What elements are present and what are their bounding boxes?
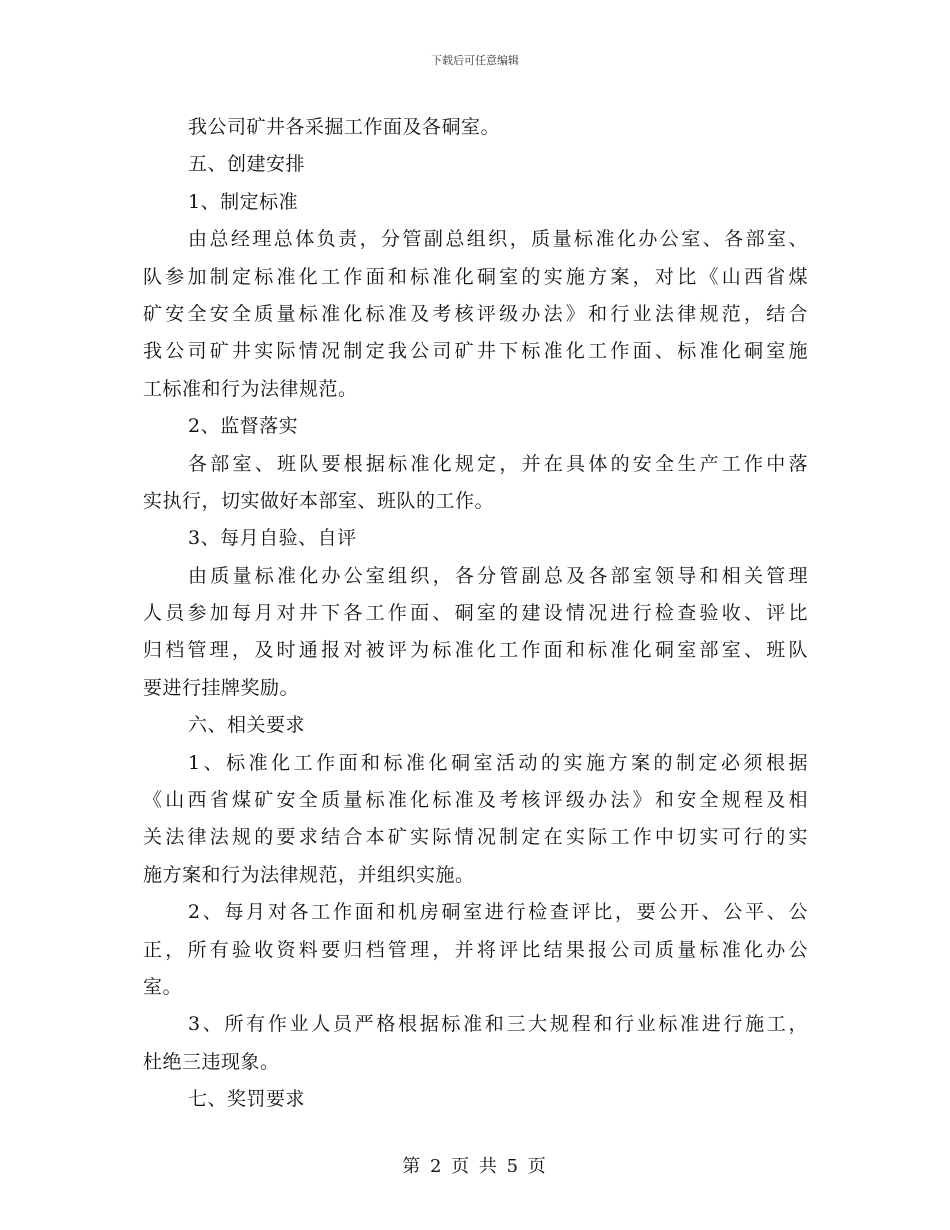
text-line: 1、标准化工作面和标准化硐室活动的实施方案的制定必须根据 bbox=[188, 751, 808, 774]
text-line: 《山西省煤矿安全质量标准化标准及考核评级办法》和安全规程及相 bbox=[143, 789, 808, 812]
text-line: 五、创建安排 bbox=[188, 153, 306, 176]
text-line: 正，所有验收资料要归档管理，并将评比结果报公司质量标准化办公 bbox=[143, 938, 808, 961]
text-line: 3、每月自验、自评 bbox=[188, 527, 357, 550]
document-body bbox=[143, 109, 808, 1119]
text-line: 七、奖罚要求 bbox=[188, 1088, 306, 1111]
text-line: 矿安全安全质量标准化标准及考核评级办法》和行业法律规范，结合 bbox=[143, 302, 808, 325]
text-line: 3、所有作业人员严格根据标准和三大规程和行业标准进行施工， bbox=[188, 1013, 808, 1036]
text-line: 2、监督落实 bbox=[188, 415, 299, 438]
text-line: 我公司矿井实际情况制定我公司矿井下标准化工作面、标准化硐室施 bbox=[143, 340, 808, 363]
text-line: 关法律法规的要求结合本矿实际情况制定在实际工作中切实可行的实 bbox=[143, 826, 808, 849]
page-header-note: 下载后可任意编辑 bbox=[431, 54, 519, 67]
text-line: 队参加制定标准化工作面和标准化硐室的实施方案，对比《山西省煤 bbox=[143, 265, 808, 288]
text-line: 人员参加每月对井下各工作面、硐室的建设情况进行检查验收、评比 bbox=[143, 602, 808, 625]
text-line: 2、每月对各工作面和机房硐室进行检查评比，要公开、公平、公 bbox=[188, 901, 808, 924]
text-line: 由总经理总体负责，分管副总组织，质量标准化办公室、各部室、 bbox=[188, 228, 808, 251]
page-number-footer: 第 2 页 共 5 页 bbox=[402, 1156, 548, 1177]
text-line: 六、相关要求 bbox=[188, 714, 306, 737]
text-line: 要进行挂牌奖励。 bbox=[143, 676, 300, 699]
text-line: 杜绝三违现象。 bbox=[143, 1050, 280, 1073]
text-line: 由质量标准化办公室组织，各分管副总及各部室领导和相关管理 bbox=[188, 564, 808, 587]
text-line: 工标准和行为法律规范。 bbox=[143, 377, 358, 400]
text-line: 我公司矿井各采掘工作面及各硐室。 bbox=[188, 116, 501, 138]
text-line: 实执行，切实做好本部室、班队的工作。 bbox=[143, 489, 495, 512]
text-line: 各部室、班队要根据标准化规定，并在具体的安全生产工作中落 bbox=[188, 452, 808, 475]
text-line: 1、制定标准 bbox=[188, 190, 299, 213]
text-line: 施方案和行为法律规范，并组织实施。 bbox=[143, 863, 475, 886]
text-line: 室。 bbox=[143, 975, 183, 998]
text-line: 归档管理，及时通报对被评为标准化工作面和标准化硐室部室、班队 bbox=[143, 639, 808, 662]
